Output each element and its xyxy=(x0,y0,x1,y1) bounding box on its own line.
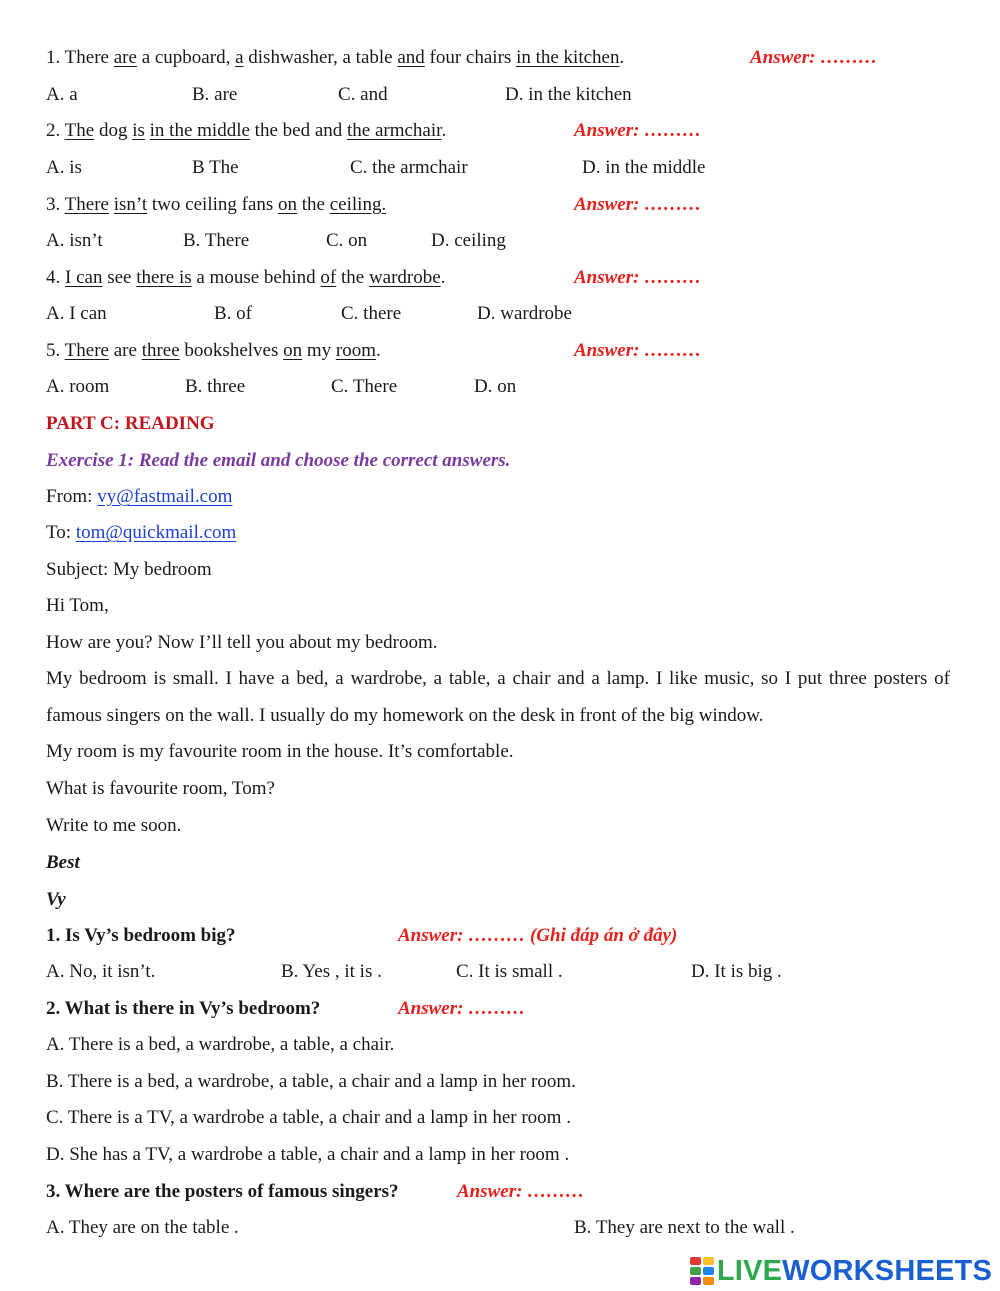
option-b: B. There is a bed, a wardrobe, a table, a chair and a lamp in her room. xyxy=(46,1071,576,1092)
to-email-link[interactable]: tom@quickmail.com xyxy=(75,522,237,543)
option-a: A. There is a bed, a wardrobe, a table, a chair. xyxy=(46,1034,395,1055)
option-a: A. a xyxy=(46,84,78,105)
liveworksheets-logo xyxy=(690,1254,992,1288)
email-line: How are you? Now I’ll tell you about my bedroom. xyxy=(46,632,438,653)
reading-question-3: 3. Where are the posters of famous singers? xyxy=(46,1181,399,1202)
email-subject: Subject: My bedroom xyxy=(46,559,212,580)
option-a: A. I can xyxy=(46,303,107,324)
option-d: D. ceiling xyxy=(431,230,506,251)
email-line: Write to me soon. xyxy=(46,815,182,836)
logo-text xyxy=(717,1255,992,1288)
email-greeting: Hi Tom, xyxy=(46,595,109,616)
option-d: D. in the kitchen xyxy=(505,84,632,105)
answer-blank-q4[interactable]: Answer: ……… xyxy=(574,267,702,288)
option-b: B The xyxy=(192,157,239,178)
option-d: D. She has a TV, a wardrobe a table, a chair and a lamp in her room . xyxy=(46,1144,570,1165)
option-b: B. They are next to the wall . xyxy=(574,1217,795,1238)
option-b: B. three xyxy=(185,376,246,397)
option-a: A. No, it isn’t. xyxy=(46,961,156,982)
grammar-q1: 1. There are a cupboard, a dishwasher, a table and four chairs in the kitchen. xyxy=(46,47,625,68)
option-a: A. is xyxy=(46,157,82,178)
option-d: D. It is big . xyxy=(691,961,782,982)
option-c: C. on xyxy=(326,230,368,251)
email-line: What is favourite room, Tom? xyxy=(46,778,275,799)
option-a: A. They are on the table . xyxy=(46,1217,239,1238)
option-c: C. the armchair xyxy=(350,157,468,178)
answer-blank-r1[interactable]: Answer: ……… (Ghi đáp án ở đây) xyxy=(398,925,678,946)
email-from: From: vy@fastmail.com xyxy=(46,486,233,507)
logo-worksheets: WORKSHEETS xyxy=(782,1254,992,1287)
reading-question-1: 1. Is Vy’s bedroom big? xyxy=(46,925,236,946)
from-email-link[interactable]: vy@fastmail.com xyxy=(97,486,233,507)
grammar-q2: 2. The dog is in the middle the bed and the armchair. xyxy=(46,120,447,141)
option-c: C. There is a TV, a wardrobe a table, a chair and a lamp in her room . xyxy=(46,1107,571,1128)
email-to: To: tom@quickmail.com xyxy=(46,522,237,543)
liveworksheets-logo-icon xyxy=(690,1257,714,1285)
answer-blank-q2[interactable]: Answer: ……… xyxy=(574,120,702,141)
exercise-instruction: Exercise 1: Read the email and choose the correct answers. xyxy=(46,450,511,471)
grammar-q3: 3. There isn’t two ceiling fans on the ceiling. xyxy=(46,194,387,215)
answer-blank-q3[interactable]: Answer: ……… xyxy=(574,194,702,215)
email-paragraph: My bedroom is small. I have a bed, a wardrobe, a table, a chair and a lamp. I like music, so I put three posters of famous singers on the wall. I usually do my homework on the desk in front of the big window. xyxy=(46,668,950,726)
section-title: PART C: READING xyxy=(46,413,215,434)
option-d: D. on xyxy=(474,376,517,397)
option-c: C. There xyxy=(331,376,398,397)
option-b: B. of xyxy=(214,303,252,324)
email-signature: Vy xyxy=(46,889,66,910)
option-a: A. isn’t xyxy=(46,230,103,251)
answer-blank-r2[interactable]: Answer: ……… xyxy=(398,998,526,1019)
option-b: B. There xyxy=(183,230,250,251)
option-b: B. Yes , it is . xyxy=(281,961,382,982)
option-d: D. in the middle xyxy=(582,157,706,178)
answer-blank-q1[interactable]: Answer: ……… xyxy=(750,47,878,68)
option-c: C. and xyxy=(338,84,388,105)
option-a: A. room xyxy=(46,376,110,397)
option-b: B. are xyxy=(192,84,238,105)
option-c: C. It is small . xyxy=(456,961,563,982)
reading-question-2: 2. What is there in Vy’s bedroom? xyxy=(46,998,321,1019)
email-closing: Best xyxy=(46,852,80,873)
email-line: My room is my favourite room in the house. It’s comfortable. xyxy=(46,741,514,762)
option-d: D. wardrobe xyxy=(477,303,572,324)
option-c: C. there xyxy=(341,303,402,324)
grammar-q5: 5. There are three bookshelves on my room. xyxy=(46,340,381,361)
logo-live: LIVE xyxy=(716,1254,783,1287)
grammar-q4: 4. I can see there is a mouse behind of the wardrobe. xyxy=(46,267,446,288)
answer-blank-r3[interactable]: Answer: ……… xyxy=(457,1181,585,1202)
answer-blank-q5[interactable]: Answer: ……… xyxy=(574,340,702,361)
